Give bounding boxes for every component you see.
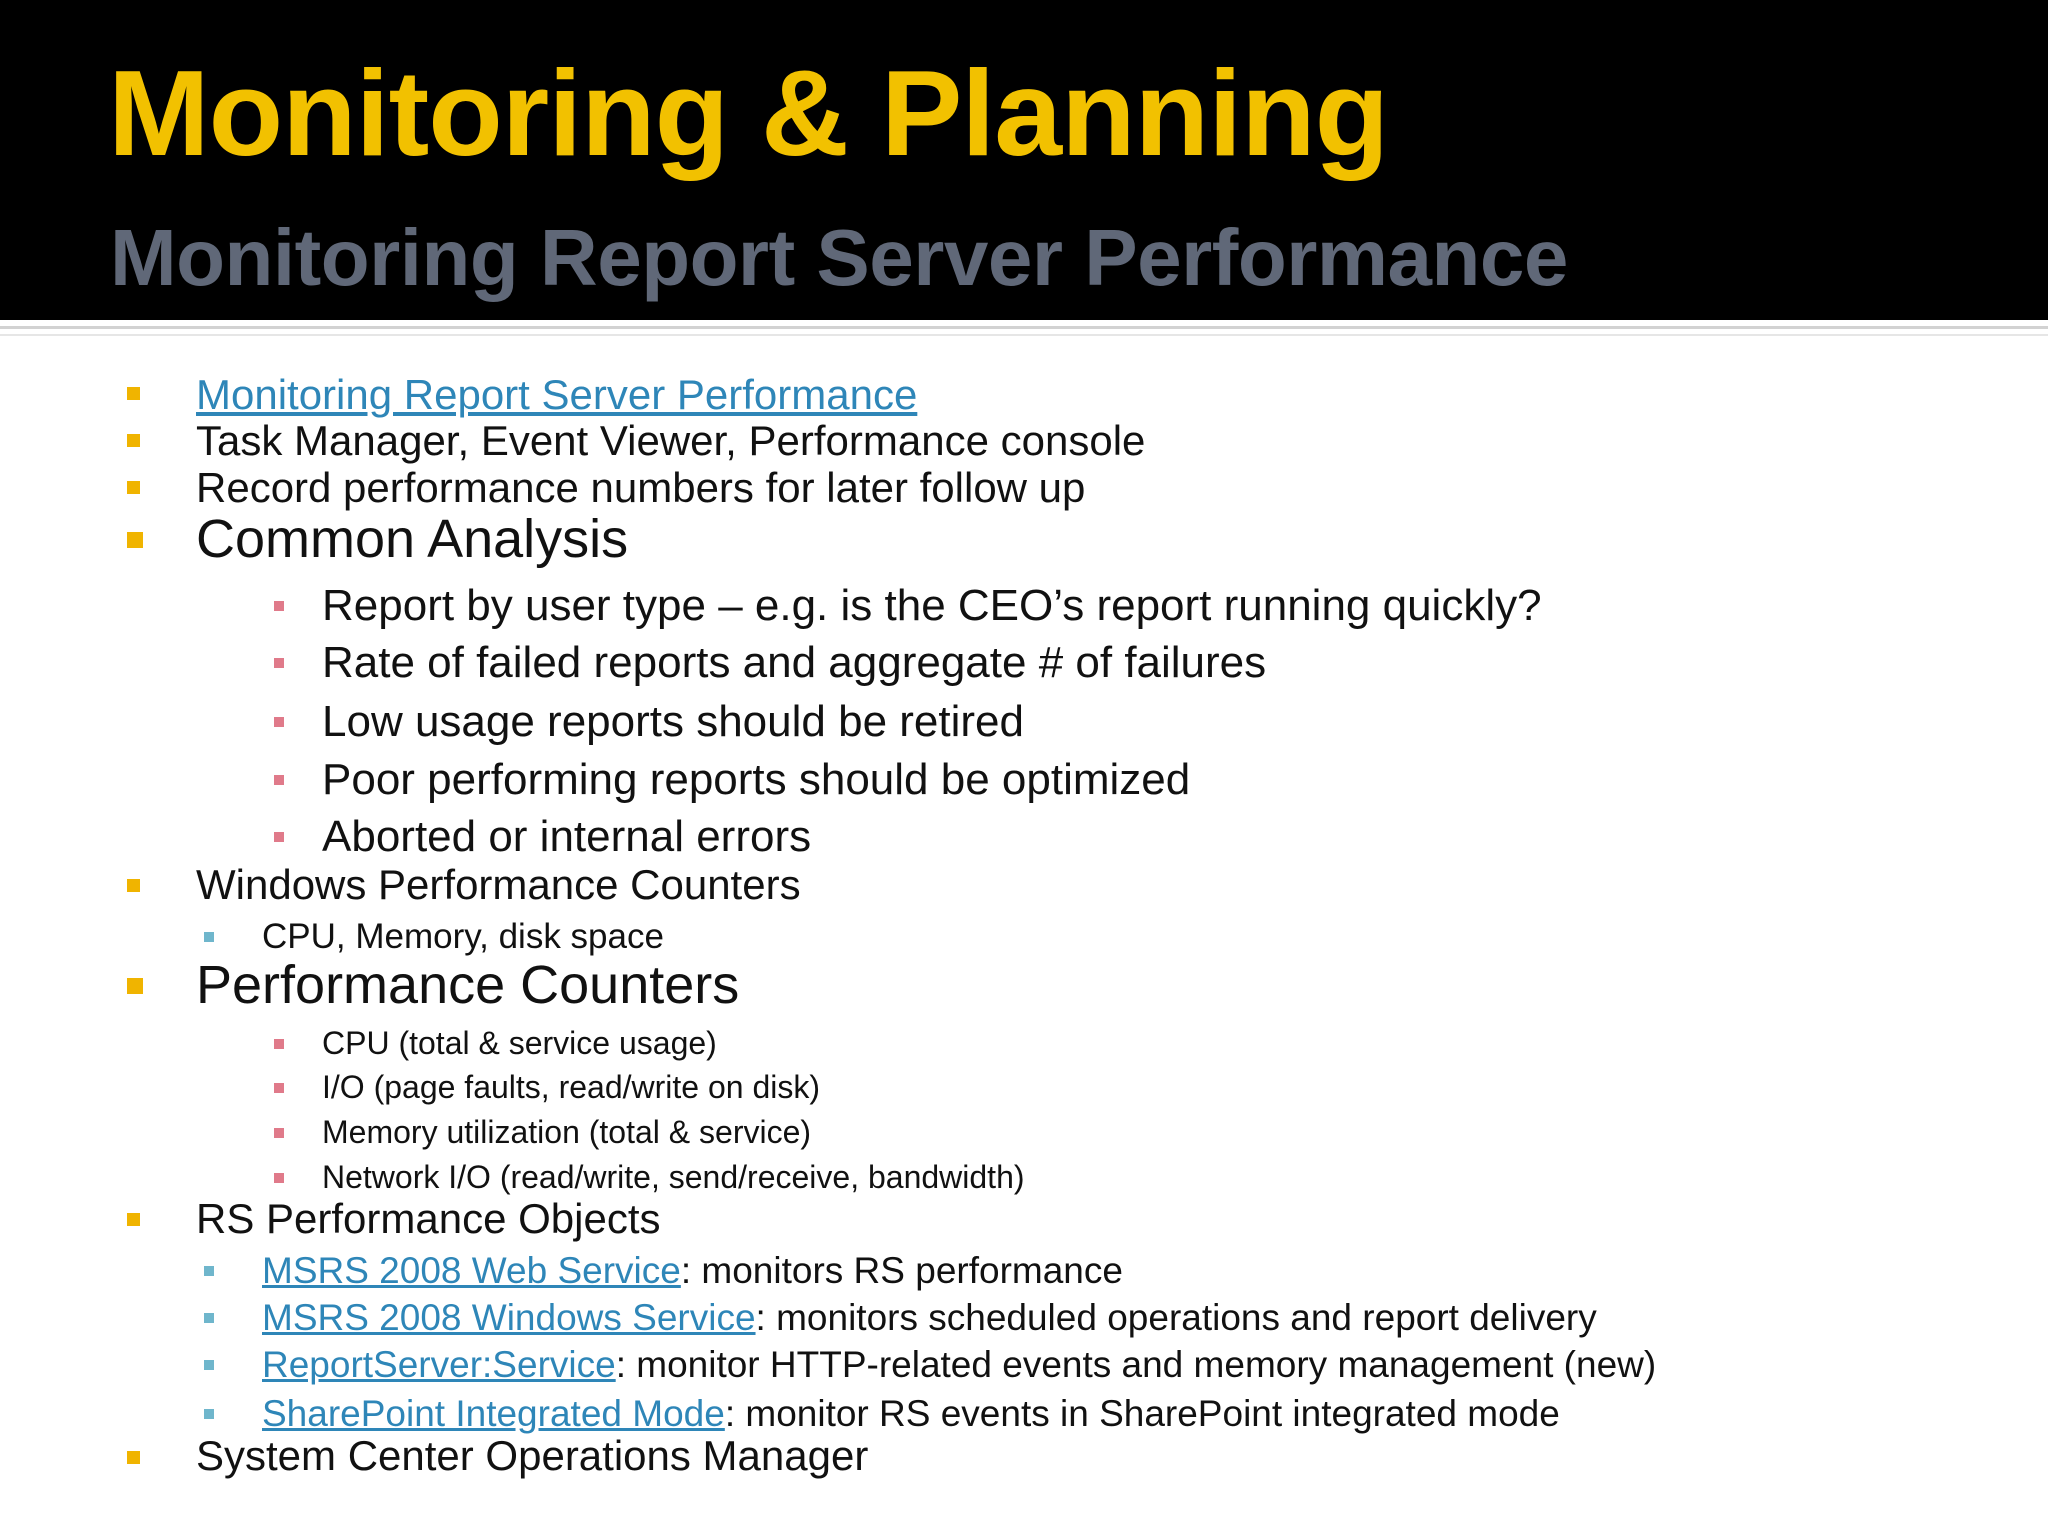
- msrs-windows-service-link[interactable]: MSRS 2008 Windows Service: [262, 1297, 756, 1338]
- bullet-square-icon: [204, 1266, 214, 1276]
- sub-list-item: Rate of failed reports and aggregate # of failures: [322, 638, 1267, 687]
- list-item: System Center Operations Manager: [196, 1432, 869, 1479]
- sub-list-item: Memory utilization (total & service): [322, 1114, 812, 1150]
- bullet-square-icon: [127, 434, 140, 447]
- header-divider-secondary: [0, 334, 2048, 336]
- sub-list-item: [262, 1252, 1123, 1289]
- list-item: Windows Performance Counters: [196, 861, 801, 908]
- header-divider: [0, 326, 2048, 329]
- bullet-square-icon: [127, 387, 140, 400]
- bullet-square-icon: [127, 1451, 140, 1464]
- slide-subtitle: Monitoring Report Server Performance: [110, 213, 1568, 302]
- bullet-square-icon: [127, 879, 140, 892]
- sub-list-item: [262, 1395, 1560, 1432]
- bullet-square-icon: [127, 1213, 140, 1226]
- bullet-square-icon: [127, 532, 143, 548]
- reportserver-service-link[interactable]: ReportServer:Service: [262, 1344, 616, 1385]
- bullet-square-icon: [274, 1128, 284, 1138]
- bullet-square-icon: [274, 775, 284, 785]
- sub-list-item: Aborted or internal errors: [322, 812, 812, 861]
- list-item: Common Analysis: [196, 509, 629, 569]
- list-item: RS Performance Objects: [196, 1195, 661, 1242]
- sub-list-item-text: : monitors RS performance: [680, 1250, 1123, 1291]
- bullet-square-icon: [204, 932, 214, 942]
- sub-list-item-text: : monitor HTTP-related events and memory management (new): [615, 1344, 1657, 1385]
- sub-list-item: [262, 1299, 1597, 1336]
- sub-list-item: Poor performing reports should be optimized: [322, 755, 1191, 804]
- sharepoint-integrated-mode-link[interactable]: SharePoint Integrated Mode: [262, 1393, 725, 1434]
- sub-list-item-text: : monitor RS events in SharePoint integrated mode: [724, 1393, 1560, 1434]
- list-item: Record performance numbers for later follow up: [196, 464, 1086, 511]
- bullet-square-icon: [127, 481, 140, 494]
- bullet-square-icon: [204, 1313, 214, 1323]
- bullet-square-icon: [204, 1409, 214, 1419]
- bullet-square-icon: [127, 978, 143, 994]
- sub-list-item-text: : monitors scheduled operations and report delivery: [755, 1297, 1597, 1338]
- slide-title: Monitoring & Planning: [108, 45, 1389, 181]
- list-item: Task Manager, Event Viewer, Performance console: [196, 417, 1146, 464]
- sub-list-item: CPU, Memory, disk space: [262, 917, 664, 956]
- sub-list-item: Low usage reports should be retired: [322, 697, 1024, 746]
- sub-list-item: I/O (page faults, read/write on disk): [322, 1069, 820, 1105]
- sub-list-item: [262, 1346, 1656, 1383]
- sub-list-item: CPU (total & service usage): [322, 1025, 717, 1061]
- bullet-square-icon: [274, 1083, 284, 1093]
- msrs-web-service-link[interactable]: MSRS 2008 Web Service: [262, 1250, 681, 1291]
- bullet-square-icon: [274, 658, 284, 668]
- bullet-square-icon: [274, 601, 284, 611]
- bullet-square-icon: [274, 1173, 284, 1183]
- sub-list-item: Network I/O (read/write, send/receive, bandwidth): [322, 1159, 1025, 1195]
- bullet-square-icon: [274, 717, 284, 727]
- list-item: [196, 371, 918, 418]
- bullet-square-icon: [274, 832, 284, 842]
- monitoring-performance-link[interactable]: Monitoring Report Server Performance: [196, 371, 918, 418]
- bullet-square-icon: [274, 1039, 284, 1049]
- sub-list-item: Report by user type – e.g. is the CEO’s report running quickly?: [322, 581, 1542, 630]
- slide-header: [0, 0, 2048, 320]
- list-item: Performance Counters: [196, 955, 740, 1015]
- bullet-square-icon: [204, 1360, 214, 1370]
